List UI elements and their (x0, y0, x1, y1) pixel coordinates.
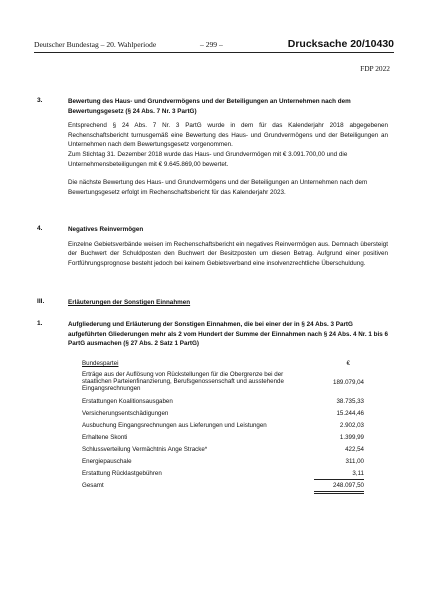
paragraph: Einzelne Gebietsverbände weisen im Rechenschaftsbericht ein negatives Reinvermögen aus. Demnach übersteigt der Buchwert der Schuldposten den Buchwert der Besitzposten um diesen Betrag. Aufgrund einer positiven Fortführungsprognose besteht jedoch bei keinem Gebietsverband eine insolvenzrechtliche Überschuldung. (68, 240, 388, 267)
section-title: Negatives Reinvermögen (68, 226, 144, 233)
section-title: Erläuterungen der Sonstigen Einnahmen (68, 299, 191, 306)
row-label: Erstattungen Koalitionsausgaben (82, 398, 173, 405)
section-number: 1. (37, 320, 43, 327)
paragraph: Die nächste Bewertung des Haus- und Grundvermögens und der Beteiligungen an Unternehmen nach dem Bewertungsgesetz erfolgt im Rechenschaftsbericht für das Kalenderjahr 2023. (68, 179, 368, 196)
row-label: Schlussverteilung Vermächtnis Ange Stracke* (82, 446, 208, 453)
header-page-number: – 299 – (200, 40, 223, 49)
paragraph: Zum Stichtag 31. Dezember 2018 wurde das Haus- und Grundvermögen mit € 3.091.700,00 und die Unternehmensbeteiligungen mit € 9.645.869,00 bewertet. (68, 150, 348, 168)
total-value: 248.097,50 (333, 482, 364, 489)
row-value: 3,11 (352, 470, 364, 477)
row-label: Erträge aus der Auflösung von Rückstellungen für die Obergrenze bei der staatlichen Parteienfinanzierung, Berufsgenossenschaft und ausstehende Eingangsrechnungen (82, 371, 284, 393)
sum-line (314, 479, 364, 480)
paragraph: Entsprechend § 24 Abs. 7 Nr. 3 PartG wurde in dem für das Kalenderjahr 2018 abgegebenen Rechenschaftsbericht turnusgemäß eine Bewertung des Haus- und Grundvermögens und der Beteiligungen an Unternehmen nach dem Bewertungsgesetz vorgenommen. (68, 122, 388, 149)
section-number: 4. (37, 225, 43, 232)
row-value: 311,00 (345, 458, 364, 465)
other-income-table (82, 360, 364, 500)
row-label: Versicherungsentschädigungen (82, 410, 169, 417)
section-number: III. (37, 298, 45, 305)
row-label: Erstattung Rücklastgebühren (82, 470, 162, 477)
row-value: 422,54 (345, 446, 364, 453)
row-value: 15.244,46 (336, 410, 364, 417)
header-document-number: Drucksache 20/10430 (287, 38, 394, 50)
double-underline (314, 491, 364, 492)
section-number: 3. (37, 97, 43, 104)
column-header: Bundespartei (82, 360, 119, 367)
party-label: FDP 2022 (360, 64, 390, 73)
row-value: 189.079,04 (333, 379, 364, 386)
column-header: € (346, 360, 350, 367)
page-header (34, 38, 394, 53)
row-label: Ausbuchung Eingangsrechnungen aus Lieferungen und Leistungen (82, 422, 267, 429)
row-value: 2.902,03 (339, 422, 364, 429)
row-value: 1.399,99 (339, 434, 364, 441)
row-label: Erhaltene Skonti (82, 434, 128, 441)
section-title: Aufgliederung und Erläuterung der Sonstigen Einnahmen, die bei einer der in § 24 Abs. 3 PartG aufgeführten Gliederungen mehr als 2 vom Hundert der Summe der Einnahmen nach § 24 Abs. 4 Nr. 1 bis 6 PartG ausmachen (§ 27 Abs. 2 Satz 1 PartG) (68, 321, 388, 348)
section-title: Bewertung des Haus- und Grundvermögens und der Beteiligungen an Unternehmen nach dem Bewertungsgesetz (§ 24 Abs. 7 Nr. 3 PartG) (68, 98, 351, 115)
header-parliament: Deutscher Bundestag – 20. Wahlperiode (34, 40, 157, 49)
row-value: 38.735,33 (336, 398, 364, 405)
row-label: Energiepauschale (82, 458, 132, 465)
table-row (82, 371, 364, 395)
total-label: Gesamt (82, 482, 104, 489)
double-underline (314, 493, 364, 494)
